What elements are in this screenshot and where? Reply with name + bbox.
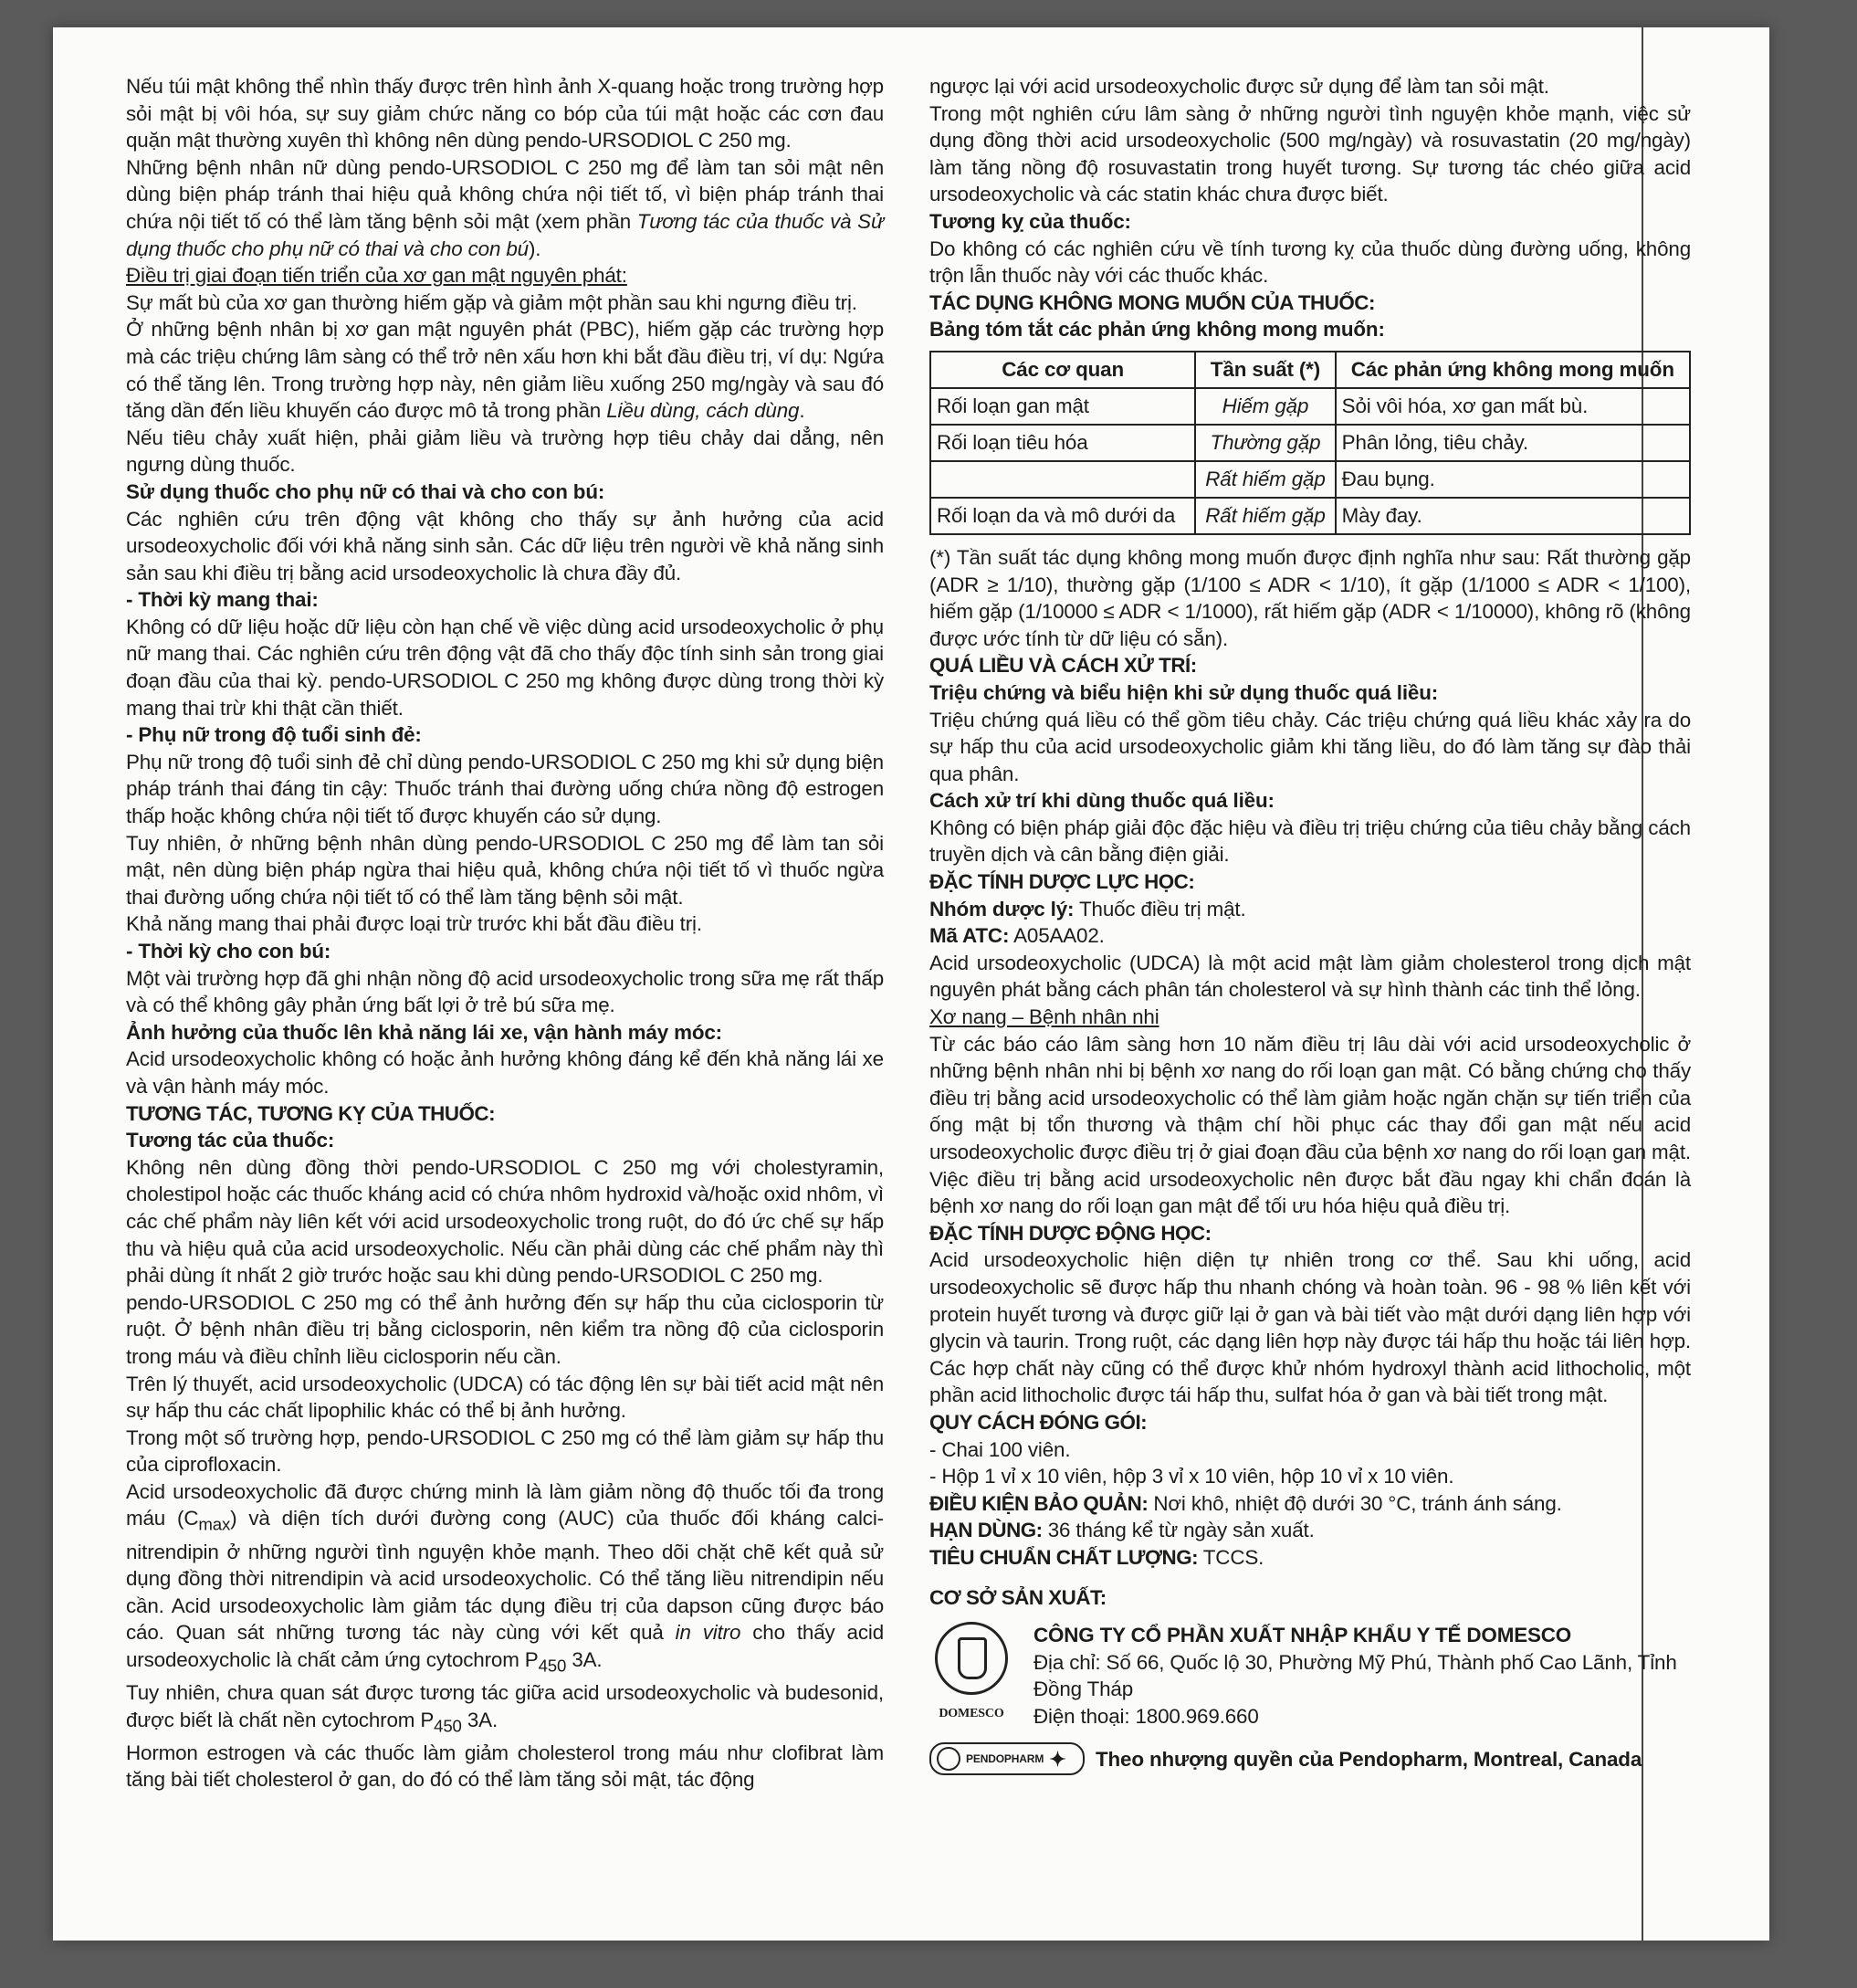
paragraph-lactation: Một vài trường hợp đã ghi nhận nồng độ acid ursodeoxycholic trong sữa mẹ rất thấp và có thể không gây phản ứng bất lợi ở trẻ bú sữa mẹ. (126, 966, 884, 1017)
heading-overdose-management: Cách xử trí khi dùng thuốc quá liều: (929, 789, 1275, 813)
table-cell (930, 461, 1195, 498)
heading-interactions: TƯƠNG TÁC, TƯƠNG KỴ CỦA THUỐC: (126, 1101, 496, 1125)
table-cell: Rối loạn da và mô dưới da (930, 498, 1195, 534)
paragraph-rosuvastatin: Trong một nghiên cứu lâm sàng ở những người tình nguyện khỏe mạnh, việc sử dụng đồng thời acid ursodeoxycholic (500 mg/ngày) và rosuvastatin (20 mg/ngày) làm tăng nồng độ rosuvastatin trong huyết tương. Sự tương tác chéo giữa acid ursodeoxycholic và các statin khác chưa được biết. (929, 101, 1691, 206)
maple-leaf-icon: ✦ (1049, 1747, 1066, 1771)
table-row (930, 461, 1690, 498)
ref-interactions: Tương tác của thuốc (636, 209, 824, 233)
table-header-row (930, 352, 1690, 388)
franchise-line (929, 1742, 1691, 1775)
domesco-logo-icon (935, 1622, 1008, 1695)
heading-pharmacokinetics: ĐẶC TÍNH DƯỢC ĐỘNG HỌC: (929, 1221, 1212, 1245)
shelf-life: HẠN DÙNG: 36 tháng kể từ ngày sản xuất. (929, 1519, 1315, 1542)
heading-driving: Ảnh hưởng của thuốc lên khả năng lái xe, vận hành máy móc: (126, 1020, 722, 1044)
paragraph-interaction-1: Không nên dùng đồng thời pendo-URSODIOL C 250 mg với cholestyramin, cholestipol hoặc các thuốc kháng acid có chứa nhôm hydroxid và/hoặc oxid nhôm, vì các chế phẩm này liên kết với acid ursodeoxycholic trong ruột, do đó ức chế sự hấp thu và hiệu quả của acid ursodeoxycholic. Nếu cần phải dùng các chế phẩm này thì phải dùng ít nhất 2 giờ trước hoặc sau khi dùng pendo-URSODIOL C 250 mg. (126, 1155, 884, 1288)
manufacturer-phone: Điện thoại: 1800.969.660 (1033, 1704, 1259, 1728)
paragraph-incompatibility: Do không có các nghiên cứu về tính tương kỵ của thuốc dùng đường uống, không trộn lẫn thuốc này với các thuốc khác. (929, 237, 1691, 288)
paragraph-pbc-1: Sự mất bù của xơ gan thường hiếm gặp và giảm một phần sau khi ngưng điều trị. (126, 290, 857, 314)
franchise-text: Theo nhượng quyền của Pendopharm, Montreal, Canada (1096, 1747, 1642, 1771)
heading-manufacturer: CƠ SỞ SẢN XUẤT: (929, 1585, 1107, 1609)
table-row (930, 425, 1690, 461)
manufacturer-text (1033, 1622, 1691, 1730)
right-column (929, 73, 1691, 1775)
table-cell: Thường gặp (1195, 425, 1335, 461)
paragraph-pregnant: Không có dữ liệu hoặc dữ liệu còn hạn chế về việc dùng acid ursodeoxycholic ở phụ nữ mang thai. Các nghiên cứu trên động vật đã cho thấy độc tính sinh sản trong giai đoạn đầu của thai kỳ. pendo-URSODIOL C 250 mg không được dùng trong thời kỳ mang thai trừ khi thật cần thiết. (126, 615, 884, 720)
pharmacological-group: Nhóm dược lý: Thuốc điều trị mật. (929, 897, 1246, 920)
table-cell: Rối loạn tiêu hóa (930, 425, 1195, 461)
table-header: Tần suất (*) (1195, 352, 1335, 388)
table-cell: Rất hiếm gặp (1195, 498, 1335, 534)
domesco-logo (929, 1622, 1013, 1730)
table-row (930, 498, 1690, 534)
storage: ĐIỀU KIỆN BẢO QUẢN: Nơi khô, nhiệt độ dưới 30 °C, tránh ánh sáng. (929, 1491, 1562, 1515)
paragraph-fertility: Các nghiên cứu trên động vật không cho thấy sự ảnh hưởng của acid ursodeoxycholic đối với khả năng sinh sản. Các dữ liệu trên người về khả năng sinh sản sau khi điều trị bằng acid ursodeoxycholic là chưa đầy đủ. (126, 507, 884, 584)
paragraph-cystic-fibrosis: Từ các báo cáo lâm sàng hơn 10 năm điều trị lâu dài với acid ursodeoxycholic ở những bệnh nhân nhi bị bệnh xơ nang do rối loạn gan mật. Có bằng chứng cho thấy điều trị bằng acid ursodeoxycholic có thể làm giảm hoặc ngăn chặn sự tiến triển của ống mật bị tổn thương và thậm chí hồi phục các thay đổi gan mật nếu acid ursodeoxycholic được điều trị ở giai đoạn đầu của bệnh xơ nang do rối loạn gan mật. Việc điều trị bằng acid ursodeoxycholic nên được bắt đầu ngay khi chẩn đoán là bệnh xơ nang do rối loạn gan mật để tối ưu hóa hiệu quả điều trị. (929, 1032, 1691, 1218)
heading-pharmacodynamics: ĐẶC TÍNH DƯỢC LỰC HỌC: (929, 870, 1195, 894)
quality-standard: TIÊU CHUẨN CHẤT LƯỢNG: TCCS. (929, 1545, 1264, 1569)
paragraph-driving: Acid ursodeoxycholic không có hoặc ảnh hưởng không đáng kể đến khả năng lái xe và vận hành máy móc. (126, 1047, 884, 1098)
table-cell: Hiếm gặp (1195, 388, 1335, 425)
packaging-item: - Chai 100 viên. (929, 1437, 1071, 1461)
left-column (126, 73, 884, 1793)
heading-overdose-symptoms: Triệu chứng và biểu hiện khi sử dụng thuốc quá liều: (929, 680, 1439, 704)
manufacturer-block (929, 1622, 1691, 1730)
paragraph-childbearing-2: Tuy nhiên, ở những bệnh nhân dùng pendo-URSODIOL C 250 mg để làm tan sỏi mật, nên dùng biện pháp ngừa thai hiệu quả, không chứa nội tiết tố vì thuốc ngừa thai đường uống chứa nội tiết tố có thể làm tăng bệnh sỏi mật. (126, 831, 884, 909)
paragraph-pbc-2: Ở những bệnh nhân bị xơ gan mật nguyên phát (PBC), hiếm gặp các trường hợp mà các triệu chứng lâm sàng có thể trở nên xấu hơn khi bắt đầu điều trị, ví dụ: Ngứa có thể tăng lên. Trong trường hợp này, nên giảm liều xuống 250 mg/ngày và sau đó tăng dần đến liều khuyến cáo được mô tả trong phần Liều dùng, cách dùng. (126, 318, 884, 423)
ref-dosage: Liều dùng, cách dùng (606, 399, 800, 423)
paragraph-interaction-4: Trong một số trường hợp, pendo-URSODIOL C 250 mg có thể làm giảm sự hấp thu của ciprofloxacin. (126, 1425, 884, 1477)
paragraph-pharmacokinetics: Acid ursodeoxycholic hiện diện tự nhiên trong cơ thể. Sau khi uống, acid ursodeoxycholic sẽ được hấp thu nhanh chóng và hoàn toàn. 96 - 98 % liên kết với protein huyết tương và được giữ lại ở gan và bài tiết vào mật dưới dạng liên hợp với glycin và taurin. Trong ruột, các dạng liên hợp này được tái hấp thu hoặc tái liên hợp. Các hợp chất này cũng có thể được khử nhóm hydroxyl thành acid lithocholic, một phần acid lithocholic được tái hấp thu, sulfat hóa ở gan và bài tiết trong mật. (929, 1248, 1691, 1407)
pendopharm-logo-icon (937, 1747, 960, 1771)
paragraph-childbearing-3: Khả năng mang thai phải được loại trừ trước khi bắt đầu điều trị. (126, 912, 702, 936)
paragraph-xray: Nếu túi mật không thể nhìn thấy được trên hình ảnh X-quang hoặc trong trường hợp sỏi mật bị vôi hóa, sự suy giảm chức năng co bóp của túi mật hoặc các cơn đau quặn mật thường xuyên thì không nên dùng pendo-URSODIOL C 250 mg. (126, 75, 884, 153)
heading-incompatibility: Tương kỵ của thuốc: (929, 209, 1131, 233)
heading-adverse-table: Bảng tóm tắt các phản ứng không mong muốn: (929, 318, 1385, 342)
heading-pregnancy-lactation: Sử dụng thuốc cho phụ nữ có thai và cho con bú: (126, 479, 605, 503)
heading-adverse-effects: TÁC DỤNG KHÔNG MONG MUỐN CỦA THUỐC: (929, 290, 1375, 314)
leaflet-page (53, 27, 1769, 1941)
heading-lactation: - Thời kỳ cho con bú: (126, 940, 331, 962)
table-header: Các phản ứng không mong muốn (1336, 352, 1690, 388)
table-cell: Sỏi vôi hóa, xơ gan mất bù. (1336, 388, 1690, 425)
logo-caption: DOMESCO (939, 1707, 1004, 1721)
table-cell: Rất hiếm gặp (1195, 461, 1335, 498)
paragraph-interaction-7: Hormon estrogen và các thuốc làm giảm cholesterol trong máu như clofibrat làm tăng bài tiết cholesterol ở gan, do đó có thể làm tăng sỏi mật, tác động (126, 1741, 884, 1792)
ref-pregnancy: Sử dụng thuốc cho phụ nữ có thai và cho con bú (126, 209, 884, 260)
paragraph-interaction-3: Trên lý thuyết, acid ursodeoxycholic (UDCA) có tác động lên sự bài tiết acid mật nên sự hấp thu các chất lipophilic khác có thể bị ảnh hưởng. (126, 1372, 884, 1423)
heading-pbc: Điều trị giai đoạn tiến triển của xơ gan mật nguyên phát: (126, 264, 627, 288)
adverse-effects-table (929, 351, 1691, 535)
heading-packaging: QUY CÁCH ĐÓNG GÓI: (929, 1410, 1148, 1434)
atc-code: Mã ATC: A05AA02. (929, 924, 1105, 948)
paragraph-women-contraception: Những bệnh nhân nữ dùng pendo-URSODIOL C 250 mg để làm tan sỏi mật nên dùng biện pháp tránh thai hiệu quả không chứa nội tiết tố, vì biện pháp tránh thai chứa nội tiết tố có thể làm tăng bệnh sỏi mật (xem phần Tương tác của thuốc và Sử dụng thuốc cho phụ nữ có thai và cho con bú). (126, 155, 884, 260)
paragraph-udca: Acid ursodeoxycholic (UDCA) là một acid mật làm giảm cholesterol trong dịch mật nguyên phát bằng cách phân tán cholesterol và sự hình thành các tinh thể lỏng. (929, 951, 1691, 1002)
paragraph-overdose-management: Không có biện pháp giải độc đặc hiệu và điều trị triệu chứng của tiêu chảy bằng cách truyền dịch và cân bằng điện giải. (929, 815, 1691, 867)
heading-childbearing: - Phụ nữ trong độ tuổi sinh đẻ: (126, 723, 422, 747)
pendopharm-logo: PENDOPHARM ✦ (929, 1742, 1085, 1775)
table-cell: Đau bụng. (1336, 461, 1690, 498)
table-cell: Mày đay. (1336, 498, 1690, 534)
paragraph-diarrhea: Nếu tiêu chảy xuất hiện, phải giảm liều và trường hợp tiêu chảy dai dẳng, nên ngưng dùng thuốc. (126, 426, 884, 477)
heading-overdose: QUÁ LIỀU VÀ CÁCH XỬ TRÍ: (929, 654, 1197, 678)
paragraph-continuation: ngược lại với acid ursodeoxycholic được sử dụng để làm tan sỏi mật. (929, 75, 1549, 98)
manufacturer-name: CÔNG TY CỔ PHẦN XUẤT NHẬP KHẨU Y TẾ DOMESCO (1033, 1624, 1572, 1647)
table-cell: Phân lỏng, tiêu chảy. (1336, 425, 1690, 461)
paragraph-interaction-5: Acid ursodeoxycholic đã được chứng minh là làm giảm nồng độ thuốc tối đa trong máu $(C_{max})$ và diện tích dưới đường cong (AUC) của thuốc đối kháng calci-nitrendipin ở những người tình nguyện khỏe mạnh. Theo dõi chặt chẽ kết quả sử dụng đồng thời nitrendipin và acid ursodeoxycholic. Có thể tăng liều nitrendipin nếu cần. Acid ursodeoxycholic làm giảm tác dụng điều trị của dapson cũng được báo cáo. Quan sát những tương tác này cùng với kết quả in vitro cho thấy acid ursodeoxycholic là chất cảm ứng cytochrom $P_{450}$ 3A. (126, 1479, 885, 1676)
paragraph-interaction-2: pendo-URSODIOL C 250 mg có thể ảnh hưởng đến sự hấp thu của ciclosporin từ ruột. Ở bệnh nhân điều trị bằng ciclosporin, nên kiểm tra nồng độ của ciclosporin trong máu và điều chỉnh liều ciclosporin nếu cần. (126, 1290, 884, 1368)
manufacturer-address: Địa chỉ: Số 66, Quốc lộ 30, Phường Mỹ Phú, Thành phố Cao Lãnh, Tỉnh Đồng Tháp (1033, 1650, 1677, 1701)
packaging-item: - Hộp 1 vỉ x 10 viên, hộp 3 vỉ x 10 viên, hộp 10 vỉ x 10 viên. (929, 1465, 1454, 1488)
table-cell: Rối loạn gan mật (930, 388, 1195, 425)
paragraph-interaction-6: Tuy nhiên, chưa quan sát được tương tác giữa acid ursodeoxycholic và budesonid, được biết là chất nền cytochrom $P_{450}$ 3A. (126, 1680, 884, 1736)
heading-cystic-fibrosis: Xơ nang – Bệnh nhân nhi (929, 1005, 1159, 1029)
heading-pregnant: - Thời kỳ mang thai: (126, 588, 319, 612)
table-header: Các cơ quan (930, 352, 1195, 388)
table-row (930, 388, 1690, 425)
paragraph-childbearing-1: Phụ nữ trong độ tuổi sinh đẻ chỉ dùng pendo-URSODIOL C 250 mg khi sử dụng biện pháp tránh thai đáng tin cậy: Thuốc tránh thai đường uống chứa nồng độ estrogen thấp hoặc không chứa nội tiết tố được khuyến cáo sử dụng. (126, 750, 884, 828)
paragraph-overdose-symptoms: Triệu chứng quá liều có thể gồm tiêu chảy. Các triệu chứng quá liều khác xảy ra do sự hấp thu của acid ursodeoxycholic giảm khi tăng liều, do đó làm tăng sự đào thải qua phân. (929, 708, 1691, 785)
heading-drug-interactions: Tương tác của thuốc: (126, 1129, 335, 1152)
paragraph-frequency-definition: (*) Tần suất tác dụng không mong muốn được định nghĩa như sau: Rất thường gặp (ADR ≥ 1/10), thường gặp (1/100 ≤ ADR < 1/10), ít gặp (1/1000 ≤ ADR < 1/100), hiếm gặp (1/10000 ≤ ADR < 1/1000), rất hiếm gặp (ADR < 1/10000), không rõ (không được ước tính từ dữ liệu có sẵn). (929, 545, 1691, 650)
